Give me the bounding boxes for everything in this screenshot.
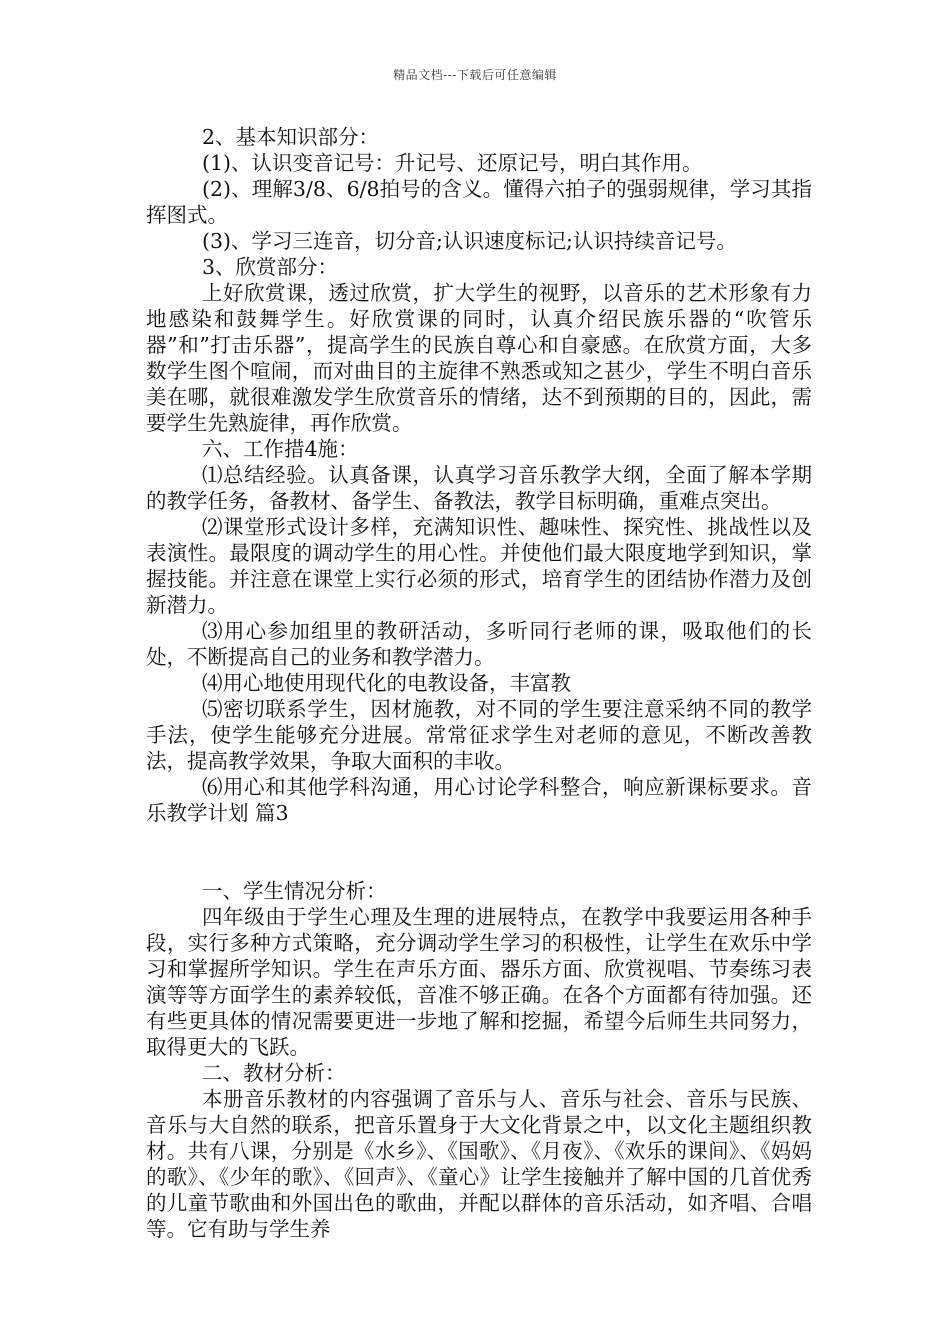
paragraph-measure-2: ⑵课堂形式设计多样，充满知识性、趣味性、探究性、挑战性以及表演性。最限度的调动学生的用心性。并使他们最大限度地学到知识，掌握技能。并注意在课堂上实行必须的形式，培育学生的团结协作潜力及创新潜力。 — [146, 515, 812, 617]
paragraph-measure-5: ⑸密切联系学生，因材施教，对不同的学生要注意采纳不同的教学手法，使学生能够充分进展。常常征求学生对老师的意见，不断改善教法，提高教学效果，争取大面积的丰收。 — [146, 697, 812, 773]
heading-appreciation: 3、欣赏部分： — [202, 255, 339, 279]
paragraph-item-3: (3)、学习三连音，切分音;认识速度标记;认识持续音记号。 — [202, 229, 737, 253]
document-body — [146, 124, 812, 1242]
paragraph-measure-6: ⑹用心和其他学科沟通，用心讨论学科整合，响应新课标要求。音乐教学计划 篇3 — [146, 775, 812, 825]
paragraph-measure-1: ⑴总结经验。认真备课，认真学习音乐教学大纲，全面了解本学期的教学任务，备教材、备学生、备教法，教学目标明确，重难点突出。 — [146, 463, 812, 513]
paragraph-item-1: (1)、认识变音记号：升记号、还原记号，明白其作用。 — [202, 151, 703, 175]
section-gap — [146, 826, 812, 878]
paragraph-textbook-analysis: 本册音乐教材的内容强调了音乐与人、音乐与社会、音乐与民族、音乐与大自然的联系，把音乐置身于大文化背景之中，以文化主题组织教材。共有八课，分别是《水乡》、《国歌》、《月夜》、《欢乐的课间》、《妈妈的歌》、《少年的歌》、《回声》、《童心》让学生接触并了解中国的几首优秀的儿童节歌曲和外国出色的歌曲，并配以群体的音乐活动，如齐唱、合唱等。它有助与学生养 — [146, 1087, 812, 1241]
paragraph-appreciation: 上好欣赏课，透过欣赏，扩大学生的视野，以音乐的艺术形象有力地感染和鼓舞学生。好欣赏课的同时，认真介绍民族乐器的“吹管乐器”和”打击乐器”，提高学生的民族自尊心和自豪感。在欣赏方面，大多数学生图个喧闹，而对曲目的主旋律不熟悉或知之甚少，学生不明白音乐美在哪，就很难激发学生欣赏音乐的情绪，达不到预期的目的，因此，需要学生先熟旋律，再作欣赏。 — [146, 281, 812, 435]
paragraph-measure-3: ⑶用心参加组里的教研活动，多听同行老师的课，吸取他们的长处，不断提高自己的业务和教学潜力。 — [146, 619, 812, 669]
paragraph-student-analysis: 四年级由于学生心理及生理的进展特点，在教学中我要运用各种手段，实行多种方式策略，充分调动学生学习的积极性，让学生在欢乐中学习和掌握所学知识。学生在声乐方面、器乐方面、欣赏视唱、节奏练习表演等等方面学生的素养较低，音准不够正确。在各个方面都有待加强。还有些更具体的情况需要更进一步地了解和挖掘，希望今后师生共同努力，取得更大的飞跃。 — [146, 905, 812, 1059]
heading-work-measures: 六、工作措4施： — [202, 437, 359, 461]
heading-student-analysis: 一、学生情况分析： — [202, 879, 387, 903]
paragraph-measure-4: ⑷用心地使用现代化的电教设备，丰富教 — [202, 671, 571, 695]
heading-textbook-analysis: 二、教材分析： — [202, 1061, 346, 1085]
page-header: 精品文档---下载后可任意编辑 — [393, 68, 557, 82]
paragraph-item-2: (2)、理解3/8、6/8拍号的含义。懂得六拍子的强弱规律，学习其指挥图式。 — [146, 177, 812, 227]
heading-basic-knowledge: 2、基本知识部分： — [202, 125, 380, 149]
